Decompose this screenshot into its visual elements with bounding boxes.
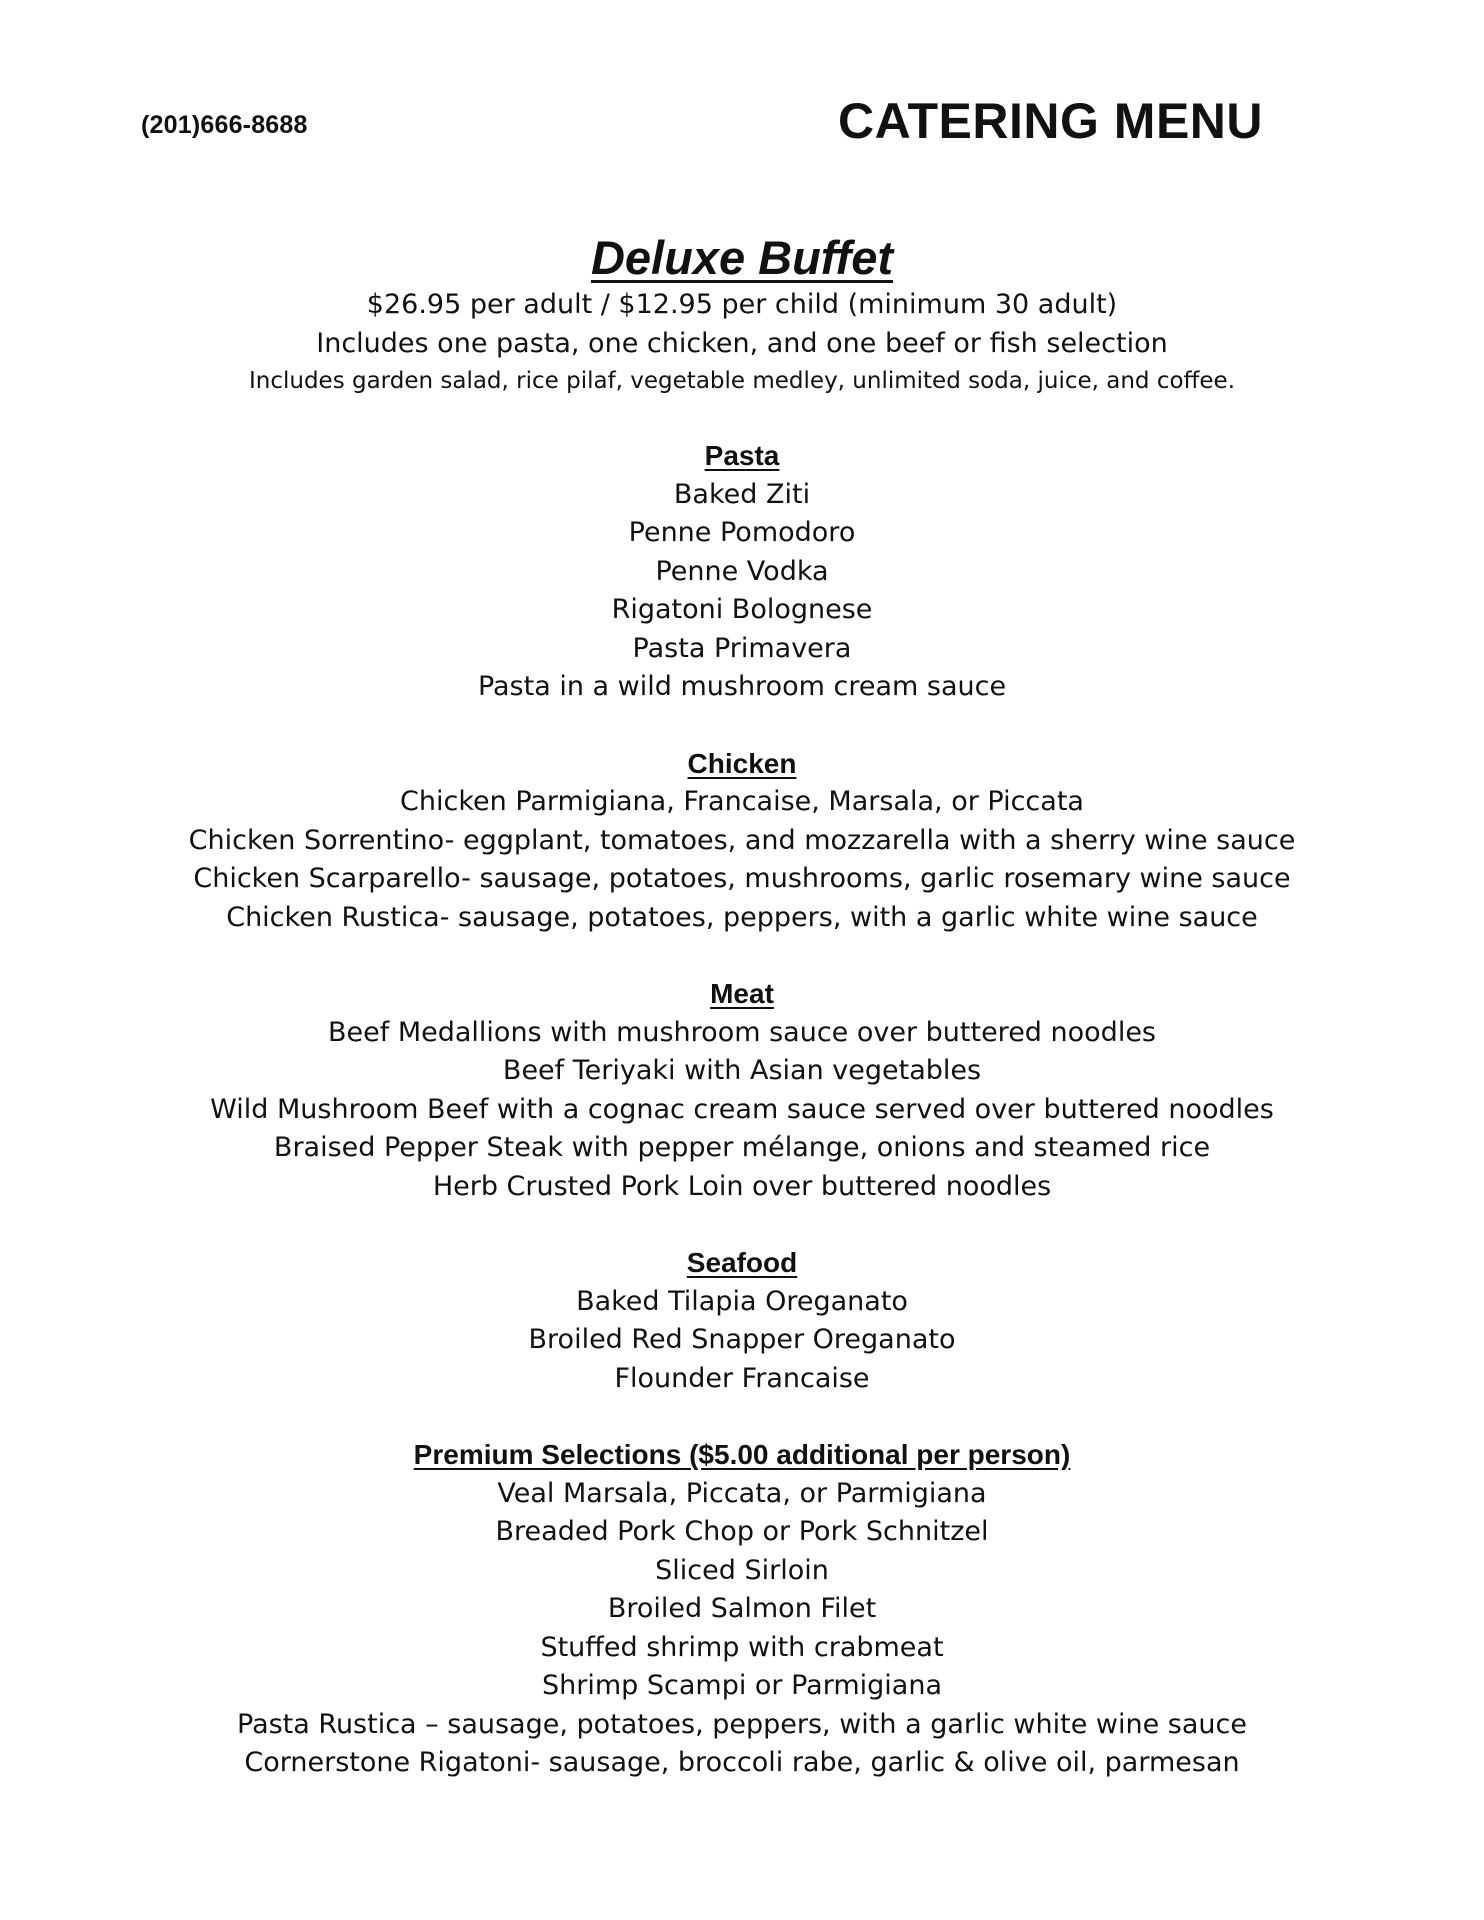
menu-item: Pasta Primavera <box>632 632 852 664</box>
menu-item: Beef Teriyaki with Asian vegetables <box>502 1055 982 1086</box>
menu-item: Sliced Sirloin <box>655 1554 829 1586</box>
price-line: $26.95 per adult / $12.95 per child (minimum 30 adult) <box>366 289 1118 320</box>
menu-item: Penne Pomodoro <box>628 517 856 548</box>
menu-item: Penne Vodka <box>655 555 829 587</box>
section-heading: Premium Selections ($5.00 additional per person) <box>413 1439 1071 1470</box>
menu-title: Deluxe Buffet <box>590 231 894 284</box>
extras-line: Includes garden salad, rice pilaf, vegetable medley, unlimited soda, juice, and coffee. <box>248 368 1236 394</box>
menu-item: Pasta Rustica – sausage, potatoes, peppers, with a garlic white wine sauce <box>237 1708 1247 1740</box>
menu-item: Broiled Red Snapper Oreganato <box>528 1324 956 1355</box>
menu-item: Flounder Francaise <box>614 1362 870 1394</box>
menu-item: Stuffed shrimp with crabmeat <box>540 1631 944 1663</box>
menu-item: Chicken Sorrentino- eggplant, tomatoes, and mozzarella with a sherry wine sauce <box>188 824 1296 856</box>
menu-item: Chicken Parmigiana, Francaise, Marsala, or Piccata <box>400 786 1084 817</box>
section-heading: Seafood <box>686 1247 798 1278</box>
section-heading: Meat <box>710 978 774 1009</box>
menu-item: Baked Ziti <box>673 478 811 510</box>
menu-item: Veal Marsala, Piccata, or Parmigiana <box>497 1477 987 1509</box>
menu-item: Herb Crusted Pork Loin over buttered noodles <box>432 1170 1052 1202</box>
menu-item: Wild Mushroom Beef with a cognac cream sauce served over buttered noodles <box>210 1093 1274 1125</box>
menu-item: Breaded Pork Chop or Pork Schnitzel <box>495 1516 989 1547</box>
section-premium <box>0 1436 1484 1783</box>
section-meat <box>0 975 1484 1206</box>
menu-item: Chicken Scarparello- sausage, potatoes, mushrooms, garlic rosemary wine sauce <box>193 863 1291 894</box>
section-pasta <box>0 437 1484 707</box>
phone-number: (201)666-8688 <box>141 111 308 139</box>
includes-line: Includes one pasta, one chicken, and one beef or fish selection <box>316 327 1168 359</box>
section-chicken <box>0 745 1484 938</box>
menu-item: Chicken Rustica- sausage, potatoes, peppers, with a garlic white wine sauce <box>226 901 1258 933</box>
menu-item: Rigatoni Bolognese <box>611 594 873 625</box>
section-seafood <box>0 1244 1484 1398</box>
menu-item: Broiled Salmon Filet <box>607 1593 877 1624</box>
section-heading: Pasta <box>704 440 780 471</box>
document-title: CATERING MENU <box>838 93 1264 149</box>
menu-item: Shrimp Scampi or Parmigiana <box>541 1670 943 1701</box>
menu-item: Baked Tilapia Oreganato <box>576 1285 908 1317</box>
menu-item: Pasta in a wild mushroom cream sauce <box>477 671 1007 702</box>
section-heading: Chicken <box>687 747 797 779</box>
menu-item: Cornerstone Rigatoni- sausage, broccoli rabe, garlic & olive oil, parmesan <box>244 1747 1240 1778</box>
menu-item: Beef Medallions with mushroom sauce over buttered noodles <box>328 1016 1156 1048</box>
menu-content <box>0 230 1484 1783</box>
menu-item: Braised Pepper Steak with pepper mélange, onions and steamed rice <box>273 1132 1211 1163</box>
